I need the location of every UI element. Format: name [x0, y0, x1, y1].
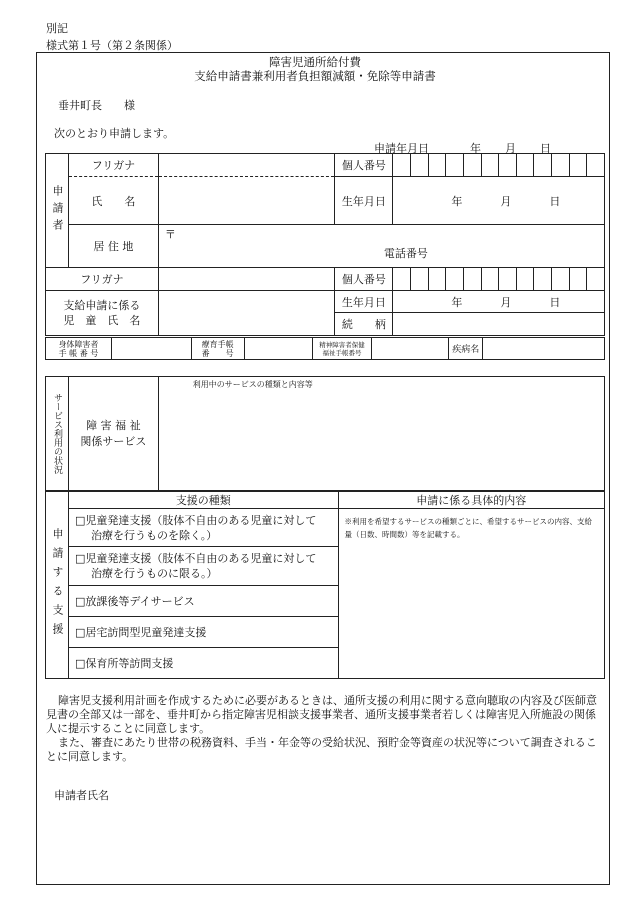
mental-handbook-label: 精神障害者保健 福祉手帳番号 — [312, 338, 372, 360]
application-date-label: 申請年月日 — [374, 142, 429, 155]
date-month: 月 — [505, 142, 516, 155]
title-line1: 障害児通所給付費 — [269, 55, 361, 69]
applicant-birth-month: 月 — [500, 194, 512, 208]
support-item-4[interactable]: □居宅訪問型児童発達支援 — [68, 617, 338, 648]
applicant-personal-number-label: 個人番号 — [335, 154, 393, 177]
applicant-birth-day: 日 — [549, 194, 561, 208]
support-item-3[interactable]: □放課後等デイサービス — [68, 586, 338, 617]
signature-label: 申請者氏名 — [54, 789, 109, 802]
date-year: 年 — [470, 142, 481, 155]
service-usage-field[interactable] — [158, 377, 604, 491]
child-personal-number-label: 個人番号 — [335, 268, 393, 291]
child-furigana-label: フリガナ — [46, 268, 159, 291]
applicant-address-field[interactable] — [158, 225, 604, 268]
phone-label: 電話番号 — [383, 247, 428, 260]
disease-field[interactable] — [483, 338, 605, 360]
applicant-furigana-field[interactable] — [158, 154, 335, 177]
child-birth-month: 月 — [500, 295, 512, 309]
support-detail-header: 申請に係る具体的内容 — [338, 492, 605, 509]
support-type-header: 支援の種類 — [68, 492, 338, 509]
applicant-birth-field[interactable] — [393, 177, 605, 225]
child-name-field[interactable] — [158, 291, 335, 336]
child-personal-number-boxes[interactable] — [393, 268, 605, 291]
child-relation-label: 続 柄 — [335, 313, 393, 336]
applicant-name-field[interactable] — [158, 177, 335, 225]
ryoiku-handbook-label: 療育手帳 番 号 — [191, 338, 244, 360]
physical-handbook-label: 身体障害者 手 帳 番 号 — [46, 338, 112, 360]
consent-paragraph-1: 障害児支援利用計画を作成するために必要があるときは、通所支援の利用に関する意向聴取の内容及び医師意見書の全部又は一部を、垂井町から指定障害児相談支援事業者、通所支援事業者若しくは障害児入所施設の関係人に提示することに同意します。 — [46, 694, 597, 735]
support-section-label: 申請する支援 — [46, 492, 69, 679]
service-usage-table — [45, 376, 605, 491]
intro-text: 次のとおり申請します。 — [54, 127, 175, 140]
child-birth-day: 日 — [549, 295, 561, 309]
support-detail-field[interactable] — [338, 509, 605, 679]
handbook-table — [45, 337, 605, 360]
service-usage-section-label: サービス利用の状況 — [46, 377, 69, 491]
ryoiku-handbook-field[interactable] — [244, 338, 312, 360]
applicant-name-label: 氏 名 — [68, 177, 158, 225]
support-detail-note: ※利用を希望するサービスの種類ごとに、希望するサービスの内容、支給量（日数、時間数）等を記載する。 — [344, 517, 592, 539]
appendix-label: 別記 — [46, 22, 68, 35]
child-birth-label: 生年月日 — [335, 291, 393, 313]
child-birth-year: 年 — [451, 295, 463, 309]
child-birth-field[interactable] — [393, 291, 605, 313]
applicant-table — [45, 153, 605, 336]
applicant-birth-year: 年 — [451, 194, 463, 208]
applicant-furigana-label: フリガナ — [68, 154, 158, 177]
applicant-address-label: 居 住 地 — [68, 225, 158, 268]
welfare-service-label: 障 害 福 祉 関係サービス — [68, 377, 158, 491]
applicant-birth-label: 生年月日 — [335, 177, 393, 225]
support-item-2[interactable]: □児童発達支援（肢体不自由のある児童に対して 治療を行うものに限る。） — [68, 547, 338, 586]
support-table — [45, 491, 605, 679]
form-number: 様式第１号（第２条関係） — [46, 39, 178, 52]
physical-handbook-field[interactable] — [111, 338, 191, 360]
addressee: 垂井町長 様 — [58, 99, 135, 112]
disease-label: 疾病名 — [449, 338, 483, 360]
service-usage-note: 利用中のサービスの種類と内容等 — [192, 380, 313, 389]
support-item-1[interactable]: □児童発達支援（肢体不自由のある児童に対して 治療を行うものを除く。） — [68, 509, 338, 547]
date-day: 日 — [540, 142, 551, 155]
child-furigana-field[interactable] — [158, 268, 335, 291]
mental-handbook-field[interactable] — [372, 338, 449, 360]
applicant-personal-number-boxes[interactable] — [393, 154, 605, 177]
applicant-section-label: 申請者 — [46, 154, 69, 268]
support-item-5[interactable]: □保育所等訪問支援 — [68, 648, 338, 679]
postal-mark: 〒 — [164, 228, 176, 241]
title-line2: 支給申請書兼利用者負担額減額・免除等申請書 — [194, 69, 436, 83]
child-name-label: 支給申請に係る 児 童 氏 名 — [46, 291, 159, 336]
consent-paragraph-2: また、審査にあたり世帯の税務資料、手当・年金等の受給状況、預貯金等資産の状況等について調査されることに同意します。 — [46, 736, 597, 763]
child-relation-field[interactable] — [393, 313, 605, 336]
